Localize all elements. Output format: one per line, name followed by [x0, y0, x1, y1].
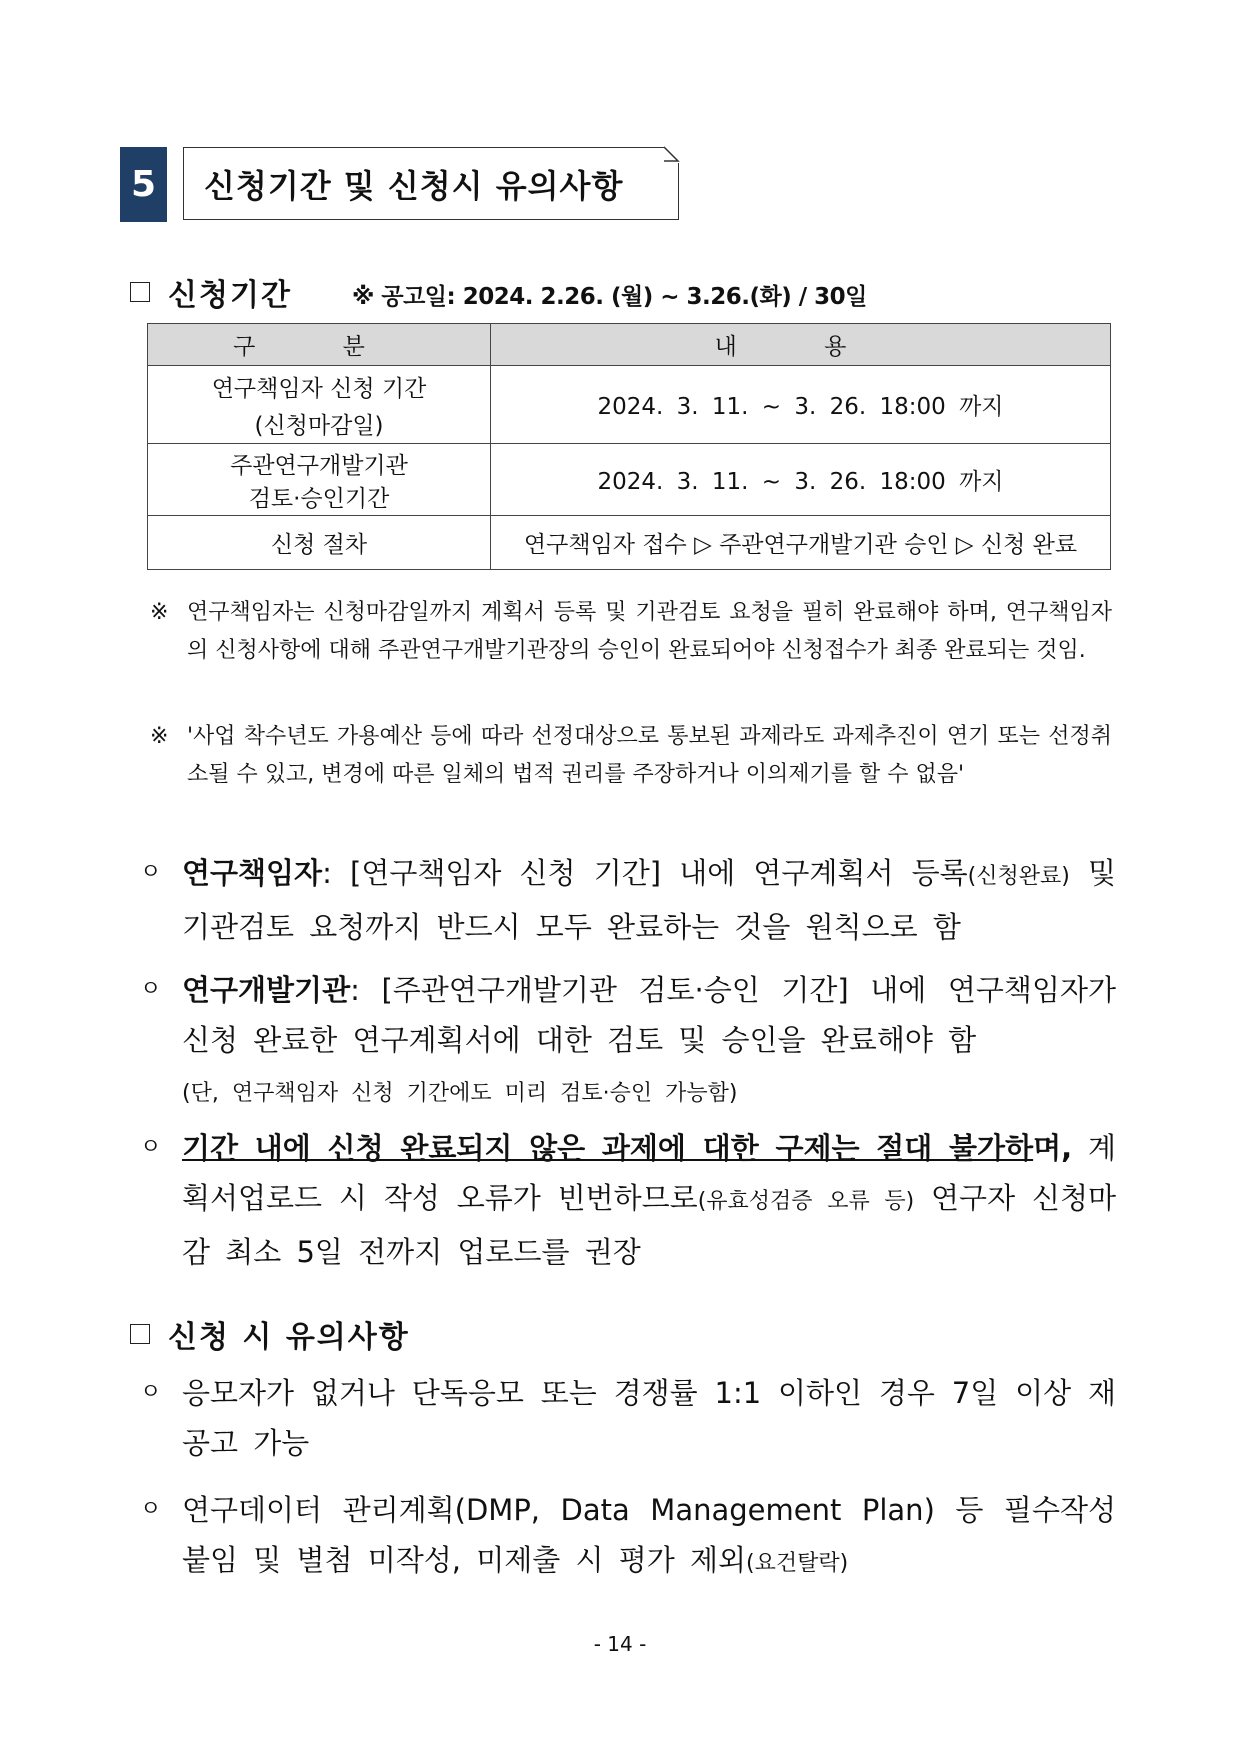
header-category: 구 분 — [148, 324, 491, 366]
checkbox-square-icon — [130, 1324, 150, 1344]
bullet-researcher: ㅇ 연구책임자: [연구책임자 신청 기간] 내에 연구계획서 등록(신청완료) 및 기관검토 요청까지 반드시 모두 완료하는 것을 원칙으로 함 — [140, 856, 1116, 944]
bullet-institution: ㅇ 연구개발기관: [주관연구개발기관 검토·승인 기간] 내에 연구책임자가 신청 완료한 연구계획서에 대한 검토 및 승인을 완료해야 함 (단, 연구책임자 신청 기간에도 미리 검토·승인 가능함) — [140, 973, 1116, 1106]
caution-item: ㅇ 응모자가 없거나 단독응모 또는 경쟁률 1:1 이하인 경우 7일 이상 재공고 가능 — [140, 1376, 1116, 1460]
section-title-box — [183, 147, 678, 220]
caution-item: ㅇ 연구데이터 관리계획(DMP, Data Management Plan) 등 필수작성 붙임 및 별첨 미작성, 미제출 시 평가 제외(요건탈락) — [140, 1493, 1116, 1577]
table-row — [148, 444, 1111, 516]
cautions-heading: 신청 시 유의사항 — [130, 1312, 410, 1356]
period-heading: 신청기간 — [130, 270, 292, 314]
row-value: 2024. 3. 11. ~ 3. 26. 18:00 까지 — [491, 366, 1111, 444]
header-content: 내 용 — [491, 324, 1111, 366]
note-disclaimer: ※ '사업 착수년도 가용예산 등에 따라 선정대상으로 통보된 과제라도 과제추진이 연기 또는 선정취소될 수 있고, 변경에 따른 일체의 법적 권리를 주장하거나 이의제기를 할 수 없음' — [150, 724, 1112, 787]
table-row — [148, 366, 1111, 444]
row-label: 신청 절차 — [148, 516, 491, 570]
page-number: - 14 - — [593, 1632, 647, 1656]
row-value: 2024. 3. 11. ~ 3. 26. 18:00 까지 — [491, 444, 1111, 516]
note-deadline: ※ 연구책임자는 신청마감일까지 계획서 등록 및 기관검토 요청을 필히 완료해야 하며, 연구책임자의 신청사항에 대해 주관연구개발기관장의 승인이 완료되어야 신청접수가 최종 완료되는 것임. — [150, 600, 1112, 663]
schedule-table — [147, 323, 1111, 570]
row-label: 주관연구개발기관 검토·승인기간 — [148, 444, 491, 516]
bullet-no-relief: ㅇ 기간 내에 신청 완료되지 않은 과제에 대한 구제는 절대 불가하며, 계획서업로드 시 작성 오류가 빈번하므로(유효성검증 오류 등) 연구자 신청마감 최소 5일 전까지 업로드를 권장 — [140, 1131, 1117, 1269]
section-title: 신청기간 및 신청시 유의사항 — [204, 166, 624, 205]
folded-corner-icon — [662, 145, 680, 163]
row-label: 연구책임자 신청 기간 (신청마감일) — [148, 366, 491, 444]
checkbox-square-icon — [130, 282, 150, 302]
table-header-row — [148, 324, 1111, 366]
section-number: 5 — [120, 147, 167, 222]
table-row — [148, 516, 1111, 570]
row-value: 연구책임자 접수 ▷ 주관연구개발기관 승인 ▷ 신청 완료 — [491, 516, 1111, 570]
announcement-date: ※ 공고일: 2024. 2.26. (월) ~ 3.26.(화) / 30일 — [352, 284, 867, 310]
